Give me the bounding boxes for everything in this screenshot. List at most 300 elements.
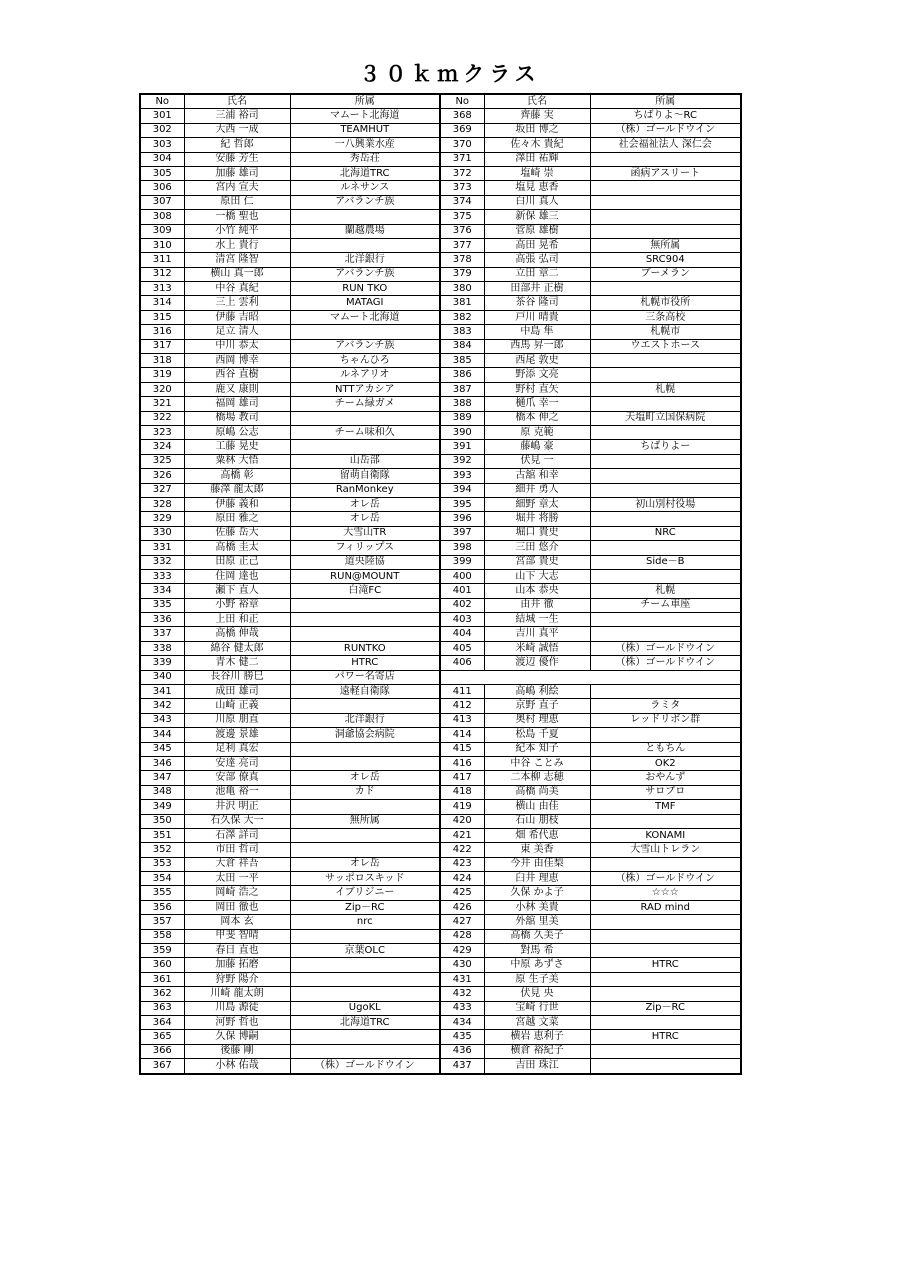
entry-number: 356	[140, 900, 184, 914]
entry-affiliation	[290, 929, 440, 943]
table-row	[140, 425, 741, 439]
entry-number: 360	[140, 958, 184, 972]
entry-number: 404	[440, 627, 484, 641]
entry-affiliation	[590, 152, 741, 166]
table-row	[140, 138, 741, 152]
entry-number: 320	[140, 382, 184, 396]
entry-number: 386	[440, 368, 484, 382]
entry-number: 336	[140, 613, 184, 627]
entry-name: 塩見 恵香	[484, 181, 590, 195]
entry-affiliation: 留萌自衛隊	[290, 469, 440, 483]
entry-number: 345	[140, 742, 184, 756]
entry-name: 原田 雅之	[184, 512, 290, 526]
entry-number: 381	[440, 296, 484, 310]
entry-name: 渡辺 優作	[484, 656, 590, 670]
entry-affiliation	[590, 224, 741, 238]
entry-number: 313	[140, 282, 184, 296]
entry-name: 小林 佑哉	[184, 1059, 290, 1074]
entry-affiliation: Zip－RC	[590, 1001, 741, 1015]
entry-affiliation: オレ岳	[290, 771, 440, 785]
entry-affiliation	[590, 483, 741, 497]
entry-name: 安達 亮司	[184, 756, 290, 770]
entry-number: 349	[140, 800, 184, 814]
table-row	[140, 253, 741, 267]
entry-affiliation	[290, 699, 440, 713]
entry-name: 二本柳 志穂	[484, 771, 590, 785]
table-row	[140, 310, 741, 324]
entry-number: 399	[440, 555, 484, 569]
entry-affiliation: レッドリボン群	[590, 713, 741, 727]
entry-name: 新保 雄三	[484, 210, 590, 224]
entry-affiliation: nrc	[290, 915, 440, 929]
entry-affiliation	[290, 440, 440, 454]
entry-number: 316	[140, 325, 184, 339]
entry-number: 331	[140, 541, 184, 555]
entry-name: 細野 章太	[484, 497, 590, 511]
entry-affiliation	[290, 972, 440, 986]
entry-affiliation	[290, 238, 440, 252]
entry-affiliation	[290, 987, 440, 1001]
entry-name: 久保 博嗣	[184, 1030, 290, 1044]
entry-affiliation: HTRC	[590, 1030, 741, 1044]
entry-number: 350	[140, 814, 184, 828]
roster-body	[140, 94, 741, 1074]
table-row	[140, 454, 741, 468]
entry-affiliation	[590, 512, 741, 526]
entry-number: 436	[440, 1044, 484, 1058]
entry-name: 水上 貴行	[184, 238, 290, 252]
entry-number: 428	[440, 929, 484, 943]
table-row	[140, 656, 741, 670]
entry-affiliation: NRC	[590, 526, 741, 540]
entry-affiliation: 札幌	[590, 584, 741, 598]
entry-name: 川原 朋直	[184, 713, 290, 727]
entry-number: 323	[140, 425, 184, 439]
entry-number: 348	[140, 785, 184, 799]
entry-number: 415	[440, 742, 484, 756]
entry-name: 山崎 正義	[184, 699, 290, 713]
entry-name: 山下 大志	[484, 569, 590, 583]
table-row	[140, 526, 741, 540]
entry-name: 宝崎 行世	[484, 1001, 590, 1015]
entry-name: 長谷川 勝巳	[184, 670, 290, 684]
entry-number: 430	[440, 958, 484, 972]
entry-affiliation: （株）ゴールドウイン	[590, 123, 741, 137]
entry-affiliation: OK2	[590, 756, 741, 770]
table-row	[140, 728, 741, 742]
entry-affiliation: 北海道TRC	[290, 1016, 440, 1030]
entry-name: 紀 哲郎	[184, 138, 290, 152]
entry-affiliation	[590, 627, 741, 641]
entry-number: 401	[440, 584, 484, 598]
entry-affiliation: カド	[290, 785, 440, 799]
entry-number: 429	[440, 944, 484, 958]
entry-affiliation: おやんず	[590, 771, 741, 785]
entry-name: 茶谷 隆司	[484, 296, 590, 310]
entry-number: 330	[140, 526, 184, 540]
entry-affiliation: RUN TKO	[290, 282, 440, 296]
entry-name: 戸川 晴貴	[484, 310, 590, 324]
entry-affiliation	[590, 469, 741, 483]
table-row	[140, 1030, 741, 1044]
entry-number: 417	[440, 771, 484, 785]
entry-name: 岡崎 浩之	[184, 886, 290, 900]
entry-number: 392	[440, 454, 484, 468]
entry-number: 418	[440, 785, 484, 799]
entry-number: 335	[140, 598, 184, 612]
entry-number: 310	[140, 238, 184, 252]
entry-name: 堀井 将勝	[484, 512, 590, 526]
table-row	[140, 785, 741, 799]
entry-affiliation: 無所属	[590, 238, 741, 252]
empty-cell	[440, 670, 741, 684]
entry-name: 佐藤 岳大	[184, 526, 290, 540]
entry-number: 326	[140, 469, 184, 483]
table-row	[140, 483, 741, 497]
entry-number: 405	[440, 641, 484, 655]
entry-number: 328	[140, 497, 184, 511]
entry-affiliation: 札幌市	[590, 325, 741, 339]
entry-affiliation: ちばりよ〜RC	[590, 109, 741, 123]
table-row	[140, 843, 741, 857]
entry-number: 420	[440, 814, 484, 828]
entry-name: 加藤 雄司	[184, 166, 290, 180]
entry-affiliation: フィリップス	[290, 541, 440, 555]
entry-number: 304	[140, 152, 184, 166]
entry-affiliation: ちゃんひろ	[290, 354, 440, 368]
entry-name: 太田 一平	[184, 872, 290, 886]
entry-number: 394	[440, 483, 484, 497]
entry-name: 原嶋 公志	[184, 425, 290, 439]
entry-affiliation	[290, 613, 440, 627]
entry-name: 中島 隼	[484, 325, 590, 339]
entry-affiliation: アバランチ族	[290, 267, 440, 281]
entry-affiliation: KONAMI	[590, 828, 741, 842]
table-row	[140, 699, 741, 713]
entry-name: 市田 哲司	[184, 843, 290, 857]
entry-number: 305	[140, 166, 184, 180]
entry-number: 358	[140, 929, 184, 943]
entry-number: 354	[140, 872, 184, 886]
entry-affiliation	[590, 181, 741, 195]
entry-name: 伏見 央	[484, 987, 590, 1001]
table-row	[140, 814, 741, 828]
table-row	[140, 915, 741, 929]
entry-affiliation: 札幌市役所	[590, 296, 741, 310]
entry-name: 大倉 祥吾	[184, 857, 290, 871]
entry-affiliation: 道央陸協	[290, 555, 440, 569]
table-row	[140, 1016, 741, 1030]
entry-affiliation	[590, 728, 741, 742]
entry-number: 385	[440, 354, 484, 368]
entry-name: 岡田 徹也	[184, 900, 290, 914]
entry-affiliation: オレ岳	[290, 857, 440, 871]
entry-name: 佐々木 貴紀	[484, 138, 590, 152]
entry-number: 309	[140, 224, 184, 238]
entry-affiliation: アバランチ族	[290, 195, 440, 209]
entry-name: 三田 悠介	[484, 541, 590, 555]
entry-affiliation	[290, 756, 440, 770]
entry-name: 岡本 玄	[184, 915, 290, 929]
entry-number: 411	[440, 685, 484, 699]
entry-affiliation	[290, 411, 440, 425]
entry-affiliation: UgoKL	[290, 1001, 440, 1015]
entry-name: 瀬下 直人	[184, 584, 290, 598]
entry-name: 綿谷 健太郎	[184, 641, 290, 655]
entry-number: 371	[440, 152, 484, 166]
entry-affiliation: Zip－RC	[290, 900, 440, 914]
entry-affiliation: ☆☆☆	[590, 886, 741, 900]
entry-name: 吉田 珠江	[484, 1059, 590, 1074]
entry-number: 301	[140, 109, 184, 123]
entry-affiliation	[590, 282, 741, 296]
entry-number: 343	[140, 713, 184, 727]
entry-number: 421	[440, 828, 484, 842]
entry-affiliation	[290, 800, 440, 814]
entry-affiliation: 大雪山トレラン	[590, 843, 741, 857]
table-row	[140, 382, 741, 396]
table-row	[140, 944, 741, 958]
entry-affiliation	[290, 958, 440, 972]
entry-affiliation: チーム味和久	[290, 425, 440, 439]
entry-affiliation	[590, 195, 741, 209]
entry-number: 389	[440, 411, 484, 425]
entry-name: 伊藤 義和	[184, 497, 290, 511]
entry-number: 397	[440, 526, 484, 540]
entry-number: 308	[140, 210, 184, 224]
entry-number: 403	[440, 613, 484, 627]
entry-name: 安部 僚真	[184, 771, 290, 785]
entry-number: 422	[440, 843, 484, 857]
table-row	[140, 339, 741, 353]
entry-name: 小野 裕章	[184, 598, 290, 612]
entry-number: 314	[140, 296, 184, 310]
entry-affiliation	[590, 1044, 741, 1058]
entry-name: 清宮 隆智	[184, 253, 290, 267]
table-row	[140, 541, 741, 555]
entry-number: 363	[140, 1001, 184, 1015]
entry-affiliation: マムート北海道	[290, 109, 440, 123]
entry-affiliation: RAD mind	[590, 900, 741, 914]
entry-number: 424	[440, 872, 484, 886]
entry-name: 臼井 理恵	[484, 872, 590, 886]
table-row	[140, 972, 741, 986]
entry-name: 高橋 圭太	[184, 541, 290, 555]
entry-number: 359	[140, 944, 184, 958]
table-row	[140, 166, 741, 180]
table-row	[140, 857, 741, 871]
entry-name: 大西 一成	[184, 123, 290, 137]
entry-number: 353	[140, 857, 184, 871]
table-row	[140, 354, 741, 368]
entry-name: 中谷 真紀	[184, 282, 290, 296]
entry-name: 奥村 理恵	[484, 713, 590, 727]
entry-name: 渡邊 景雄	[184, 728, 290, 742]
entry-affiliation: オレ岳	[290, 497, 440, 511]
entry-affiliation	[290, 1030, 440, 1044]
entry-name: 加藤 拓磨	[184, 958, 290, 972]
entry-number: 377	[440, 238, 484, 252]
entry-name: 石澤 詳司	[184, 828, 290, 842]
entry-name: 春日 直也	[184, 944, 290, 958]
entry-affiliation: 無所属	[290, 814, 440, 828]
header-name: 氏名	[184, 94, 290, 109]
entry-name: 足利 真宏	[184, 742, 290, 756]
entry-name: 上田 和正	[184, 613, 290, 627]
entry-number: 378	[440, 253, 484, 267]
table-row	[140, 1059, 741, 1074]
entry-name: 川崎 龍太朗	[184, 987, 290, 1001]
entry-number: 419	[440, 800, 484, 814]
entry-affiliation: オレ岳	[290, 512, 440, 526]
entry-name: 高橋 尚美	[484, 785, 590, 799]
table-row	[140, 440, 741, 454]
entry-name: 中原 あずさ	[484, 958, 590, 972]
entry-name: 橋本 伸之	[484, 411, 590, 425]
entry-affiliation: 三条高校	[590, 310, 741, 324]
entry-number: 346	[140, 756, 184, 770]
entry-number: 374	[440, 195, 484, 209]
entry-number: 338	[140, 641, 184, 655]
table-row	[140, 224, 741, 238]
entry-affiliation	[590, 987, 741, 1001]
table-row	[140, 584, 741, 598]
entry-name: 三浦 裕司	[184, 109, 290, 123]
entry-affiliation	[590, 1059, 741, 1074]
entry-name: 原 生子美	[484, 972, 590, 986]
entry-affiliation: TMF	[590, 800, 741, 814]
entry-name: 宮内 宣夫	[184, 181, 290, 195]
table-row	[140, 1001, 741, 1015]
table-row	[140, 569, 741, 583]
table-row	[140, 512, 741, 526]
entry-name: 原 克範	[484, 425, 590, 439]
entry-affiliation: マムート北海道	[290, 310, 440, 324]
entry-number: 413	[440, 713, 484, 727]
entry-name: 工藤 晃史	[184, 440, 290, 454]
entry-name: 石山 朋枝	[484, 814, 590, 828]
entry-number: 366	[140, 1044, 184, 1058]
entry-affiliation	[590, 685, 741, 699]
entry-number: 425	[440, 886, 484, 900]
table-row	[140, 713, 741, 727]
table-row	[140, 497, 741, 511]
entry-name: 白川 真人	[484, 195, 590, 209]
entry-number: 383	[440, 325, 484, 339]
entry-number: 337	[140, 627, 184, 641]
entry-affiliation: パワー名寄店	[290, 670, 440, 684]
entry-affiliation	[590, 454, 741, 468]
entry-number: 368	[440, 109, 484, 123]
entry-affiliation: 一八興業水産	[290, 138, 440, 152]
entry-affiliation: MATAGI	[290, 296, 440, 310]
page-title: ３０ｋｍクラス	[359, 62, 541, 86]
table-row	[140, 181, 741, 195]
entry-name: 田部井 正樹	[484, 282, 590, 296]
entry-number: 312	[140, 267, 184, 281]
entry-number: 380	[440, 282, 484, 296]
entry-affiliation	[590, 210, 741, 224]
entry-number: 384	[440, 339, 484, 353]
entry-name: 小竹 純平	[184, 224, 290, 238]
entry-name: 由井 徹	[484, 598, 590, 612]
table-row	[140, 886, 741, 900]
entry-affiliation: 北洋銀行	[290, 253, 440, 267]
entry-number: 333	[140, 569, 184, 583]
entry-number: 379	[440, 267, 484, 281]
entry-affiliation: 社会福祉法人 深仁会	[590, 138, 741, 152]
entry-name: 菅原 雄樹	[484, 224, 590, 238]
entry-number: 434	[440, 1016, 484, 1030]
entry-name: 吉川 真平	[484, 627, 590, 641]
entry-number: 352	[140, 843, 184, 857]
entry-name: 横山 真一郎	[184, 267, 290, 281]
entry-affiliation	[590, 972, 741, 986]
entry-affiliation: RanMonkey	[290, 483, 440, 497]
table-row	[140, 987, 741, 1001]
entry-number: 432	[440, 987, 484, 1001]
entry-affiliation	[590, 613, 741, 627]
entry-number: 365	[140, 1030, 184, 1044]
table-row	[140, 411, 741, 425]
entry-affiliation: ちばりよー	[590, 440, 741, 454]
entry-number: 317	[140, 339, 184, 353]
entry-affiliation: Side－B	[590, 555, 741, 569]
entry-name: 一橋 聖也	[184, 210, 290, 224]
entry-affiliation	[290, 627, 440, 641]
entry-affiliation: イブリジニー	[290, 886, 440, 900]
entry-name: 池亀 裕一	[184, 785, 290, 799]
entry-affiliation	[290, 742, 440, 756]
entry-name: 外舘 里美	[484, 915, 590, 929]
entry-number: 332	[140, 555, 184, 569]
entry-name: 福岡 雄司	[184, 397, 290, 411]
entry-number: 398	[440, 541, 484, 555]
entry-name: 河野 哲也	[184, 1016, 290, 1030]
entry-name: 齊藤 実	[484, 109, 590, 123]
entry-affiliation	[590, 368, 741, 382]
entry-name: 住岡 達也	[184, 569, 290, 583]
table-row	[140, 929, 741, 943]
entry-number: 369	[440, 123, 484, 137]
entry-affiliation: 札幌	[590, 382, 741, 396]
entry-affiliation	[290, 1044, 440, 1058]
entry-name: 高橋 久美子	[484, 929, 590, 943]
entry-number: 393	[440, 469, 484, 483]
entry-name: 京野 直子	[484, 699, 590, 713]
entry-affiliation	[290, 828, 440, 842]
entry-affiliation: （株）ゴールドウイン	[590, 872, 741, 886]
entry-name: 橋場 教司	[184, 411, 290, 425]
entry-number: 362	[140, 987, 184, 1001]
entry-number: 427	[440, 915, 484, 929]
entry-affiliation: （株）ゴールドウイン	[590, 641, 741, 655]
entry-name: 今井 由佳梨	[484, 857, 590, 871]
entry-name: 小林 美貴	[484, 900, 590, 914]
entry-name: 西谷 直樹	[184, 368, 290, 382]
entry-name: 甲斐 智晴	[184, 929, 290, 943]
entry-name: 粟林 大悟	[184, 454, 290, 468]
entry-number: 361	[140, 972, 184, 986]
table-row	[140, 872, 741, 886]
entry-number: 367	[140, 1059, 184, 1074]
entry-number: 433	[440, 1001, 484, 1015]
entry-name: 畑 希代恵	[484, 828, 590, 842]
entry-number: 382	[440, 310, 484, 324]
entry-number: 396	[440, 512, 484, 526]
entry-name: 樋爪 幸一	[484, 397, 590, 411]
entry-name: 宮部 貴史	[484, 555, 590, 569]
